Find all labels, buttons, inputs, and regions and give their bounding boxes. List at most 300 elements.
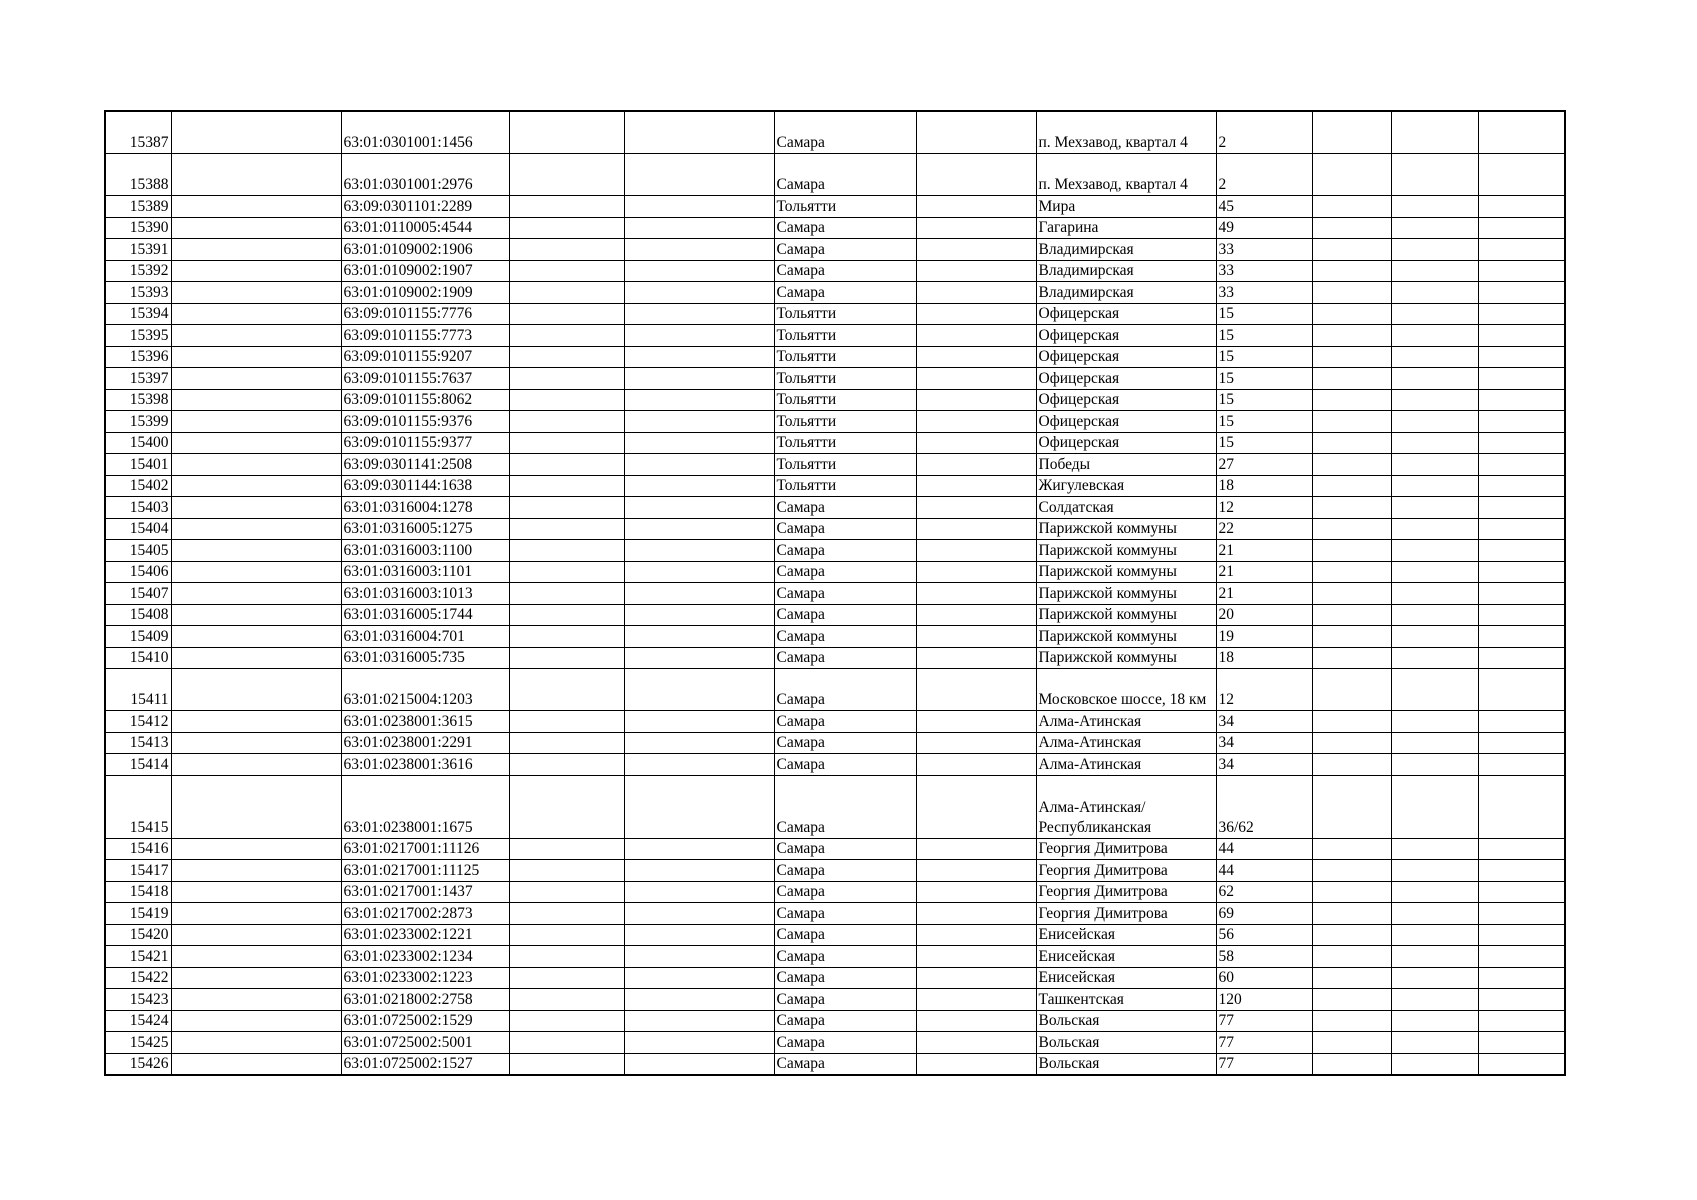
- empty-cell: [1391, 711, 1478, 733]
- empty-cell: [1391, 946, 1478, 968]
- house-number-cell: 45: [1216, 196, 1312, 218]
- cadastral-number-cell: 63:01:0110005:4544: [341, 217, 509, 239]
- empty-cell: [171, 732, 341, 754]
- empty-cell: [1478, 754, 1565, 776]
- empty-cell: [916, 325, 1036, 347]
- house-number-cell: 49: [1216, 217, 1312, 239]
- row-number-cell: 15409: [105, 626, 171, 648]
- empty-cell: [171, 454, 341, 476]
- empty-cell: [916, 239, 1036, 261]
- house-number-cell: 22: [1216, 518, 1312, 540]
- street-cell: Георгия Димитрова: [1036, 881, 1216, 903]
- empty-cell: [1312, 303, 1391, 325]
- house-number-cell: 2: [1216, 154, 1312, 196]
- empty-cell: [171, 775, 341, 838]
- empty-cell: [1478, 454, 1565, 476]
- row-number-cell: 15388: [105, 154, 171, 196]
- empty-cell: [624, 561, 774, 583]
- empty-cell: [1312, 903, 1391, 925]
- empty-cell: [1312, 346, 1391, 368]
- empty-cell: [171, 282, 341, 304]
- table-row: [105, 196, 1565, 218]
- empty-cell: [509, 1032, 624, 1054]
- house-number-cell: 62: [1216, 881, 1312, 903]
- cadastral-number-cell: 63:01:0316004:1278: [341, 497, 509, 519]
- cadastral-number-cell: 63:01:0316003:1013: [341, 583, 509, 605]
- city-cell: Самара: [774, 775, 916, 838]
- cadastral-number-cell: 63:01:0215004:1203: [341, 669, 509, 711]
- empty-cell: [624, 411, 774, 433]
- empty-cell: [1478, 239, 1565, 261]
- row-number-cell: 15402: [105, 475, 171, 497]
- cadastral-number-cell: 63:09:0101155:9207: [341, 346, 509, 368]
- row-number-cell: 15424: [105, 1010, 171, 1032]
- empty-cell: [509, 217, 624, 239]
- empty-cell: [171, 518, 341, 540]
- house-number-cell: 34: [1216, 711, 1312, 733]
- empty-cell: [1312, 540, 1391, 562]
- empty-cell: [1478, 946, 1565, 968]
- empty-cell: [624, 518, 774, 540]
- empty-cell: [171, 389, 341, 411]
- empty-cell: [916, 282, 1036, 304]
- empty-cell: [171, 260, 341, 282]
- street-cell: Офицерская: [1036, 346, 1216, 368]
- table-row: [105, 432, 1565, 454]
- row-number-cell: 15419: [105, 903, 171, 925]
- table-row: [105, 346, 1565, 368]
- row-number-cell: 15397: [105, 368, 171, 390]
- street-cell: Владимирская: [1036, 260, 1216, 282]
- cadastral-number-cell: 63:01:0109002:1909: [341, 282, 509, 304]
- empty-cell: [171, 924, 341, 946]
- table-row: [105, 967, 1565, 989]
- table-row: [105, 1053, 1565, 1075]
- table-row: [105, 540, 1565, 562]
- cadastral-number-cell: 63:01:0233002:1234: [341, 946, 509, 968]
- empty-cell: [1391, 626, 1478, 648]
- street-cell: Владимирская: [1036, 282, 1216, 304]
- empty-cell: [1391, 368, 1478, 390]
- house-number-cell: 27: [1216, 454, 1312, 476]
- empty-cell: [624, 432, 774, 454]
- empty-cell: [1312, 239, 1391, 261]
- empty-cell: [1478, 1032, 1565, 1054]
- house-number-cell: 60: [1216, 967, 1312, 989]
- table-row: [105, 518, 1565, 540]
- table-row: [105, 626, 1565, 648]
- house-number-cell: 12: [1216, 669, 1312, 711]
- empty-cell: [509, 111, 624, 154]
- empty-cell: [1478, 711, 1565, 733]
- empty-cell: [171, 239, 341, 261]
- empty-cell: [1391, 497, 1478, 519]
- empty-cell: [1391, 967, 1478, 989]
- city-cell: Самара: [774, 924, 916, 946]
- empty-cell: [509, 325, 624, 347]
- row-number-cell: 15406: [105, 561, 171, 583]
- empty-cell: [1391, 518, 1478, 540]
- empty-cell: [1312, 881, 1391, 903]
- empty-cell: [916, 903, 1036, 925]
- empty-cell: [1391, 860, 1478, 882]
- empty-cell: [171, 325, 341, 347]
- empty-cell: [1312, 411, 1391, 433]
- street-cell: Офицерская: [1036, 325, 1216, 347]
- empty-cell: [509, 711, 624, 733]
- house-number-cell: 44: [1216, 838, 1312, 860]
- empty-cell: [1478, 282, 1565, 304]
- empty-cell: [509, 583, 624, 605]
- street-cell: Алма-Атинская: [1036, 732, 1216, 754]
- empty-cell: [509, 346, 624, 368]
- cadastral-number-cell: 63:01:0316005:1744: [341, 604, 509, 626]
- empty-cell: [509, 626, 624, 648]
- row-number-cell: 15416: [105, 838, 171, 860]
- row-number-cell: 15404: [105, 518, 171, 540]
- row-number-cell: 15414: [105, 754, 171, 776]
- city-cell: Самара: [774, 881, 916, 903]
- table-row: [105, 282, 1565, 304]
- table-row: [105, 561, 1565, 583]
- row-number-cell: 15399: [105, 411, 171, 433]
- city-cell: Тольятти: [774, 368, 916, 390]
- empty-cell: [916, 881, 1036, 903]
- empty-cell: [1478, 389, 1565, 411]
- empty-cell: [916, 583, 1036, 605]
- street-cell: Солдатская: [1036, 497, 1216, 519]
- street-cell: Гагарина: [1036, 217, 1216, 239]
- cadastral-number-cell: 63:01:0725002:1529: [341, 1010, 509, 1032]
- empty-cell: [1391, 389, 1478, 411]
- cadastral-number-cell: 63:09:0101155:7773: [341, 325, 509, 347]
- table-row: [105, 881, 1565, 903]
- empty-cell: [916, 303, 1036, 325]
- empty-cell: [916, 669, 1036, 711]
- street-cell: Вольская: [1036, 1032, 1216, 1054]
- empty-cell: [1391, 196, 1478, 218]
- empty-cell: [171, 967, 341, 989]
- empty-cell: [624, 903, 774, 925]
- empty-cell: [171, 881, 341, 903]
- empty-cell: [916, 411, 1036, 433]
- street-cell: Алма-Атинская/Республиканская: [1036, 775, 1216, 838]
- cadastral-number-cell: 63:09:0301101:2289: [341, 196, 509, 218]
- empty-cell: [1312, 454, 1391, 476]
- house-number-cell: 34: [1216, 754, 1312, 776]
- house-number-cell: 15: [1216, 303, 1312, 325]
- table-row: [105, 903, 1565, 925]
- empty-cell: [171, 754, 341, 776]
- row-number-cell: 15412: [105, 711, 171, 733]
- empty-cell: [509, 389, 624, 411]
- row-number-cell: 15411: [105, 669, 171, 711]
- empty-cell: [1478, 475, 1565, 497]
- empty-cell: [1478, 196, 1565, 218]
- empty-cell: [1478, 669, 1565, 711]
- house-number-cell: 15: [1216, 346, 1312, 368]
- table-body: [105, 111, 1565, 1075]
- empty-cell: [916, 497, 1036, 519]
- city-cell: Тольятти: [774, 196, 916, 218]
- empty-cell: [171, 303, 341, 325]
- house-number-cell: 15: [1216, 368, 1312, 390]
- empty-cell: [1312, 604, 1391, 626]
- empty-cell: [1391, 346, 1478, 368]
- city-cell: Самара: [774, 282, 916, 304]
- empty-cell: [1391, 838, 1478, 860]
- house-number-cell: 69: [1216, 903, 1312, 925]
- cadastral-number-cell: 63:01:0217002:2873: [341, 903, 509, 925]
- table-row: [105, 732, 1565, 754]
- empty-cell: [1478, 561, 1565, 583]
- empty-cell: [624, 669, 774, 711]
- house-number-cell: 15: [1216, 389, 1312, 411]
- cadastral-number-cell: 63:01:0217001:11126: [341, 838, 509, 860]
- empty-cell: [171, 432, 341, 454]
- row-number-cell: 15421: [105, 946, 171, 968]
- empty-cell: [916, 604, 1036, 626]
- empty-cell: [624, 647, 774, 669]
- empty-cell: [1478, 1053, 1565, 1075]
- empty-cell: [509, 647, 624, 669]
- empty-cell: [1312, 924, 1391, 946]
- empty-cell: [1391, 732, 1478, 754]
- empty-cell: [171, 946, 341, 968]
- empty-cell: [509, 967, 624, 989]
- empty-cell: [509, 475, 624, 497]
- cadastral-number-cell: 63:01:0301001:1456: [341, 111, 509, 154]
- street-cell: Парижской коммуны: [1036, 583, 1216, 605]
- empty-cell: [624, 711, 774, 733]
- street-cell: Парижской коммуны: [1036, 626, 1216, 648]
- empty-cell: [1478, 775, 1565, 838]
- empty-cell: [1312, 111, 1391, 154]
- street-cell: Московское шоссе, 18 км: [1036, 669, 1216, 711]
- row-number-cell: 15405: [105, 540, 171, 562]
- empty-cell: [509, 154, 624, 196]
- empty-cell: [624, 196, 774, 218]
- street-cell: Жигулевская: [1036, 475, 1216, 497]
- city-cell: Самара: [774, 669, 916, 711]
- empty-cell: [171, 475, 341, 497]
- empty-cell: [509, 775, 624, 838]
- empty-cell: [1312, 389, 1391, 411]
- cadastral-number-cell: 63:01:0217001:1437: [341, 881, 509, 903]
- city-cell: Самара: [774, 946, 916, 968]
- empty-cell: [1391, 669, 1478, 711]
- empty-cell: [1478, 732, 1565, 754]
- cadastral-number-cell: 63:09:0101155:7637: [341, 368, 509, 390]
- row-number-cell: 15394: [105, 303, 171, 325]
- empty-cell: [624, 583, 774, 605]
- empty-cell: [1391, 924, 1478, 946]
- house-number-cell: 20: [1216, 604, 1312, 626]
- row-number-cell: 15389: [105, 196, 171, 218]
- city-cell: Самара: [774, 1053, 916, 1075]
- empty-cell: [916, 1032, 1036, 1054]
- empty-cell: [171, 583, 341, 605]
- empty-cell: [509, 669, 624, 711]
- empty-cell: [624, 303, 774, 325]
- empty-cell: [509, 1010, 624, 1032]
- row-number-cell: 15403: [105, 497, 171, 519]
- empty-cell: [171, 497, 341, 519]
- empty-cell: [1391, 540, 1478, 562]
- empty-cell: [1391, 604, 1478, 626]
- empty-cell: [509, 454, 624, 476]
- table-row: [105, 669, 1565, 711]
- cadastral-number-cell: 63:01:0316003:1101: [341, 561, 509, 583]
- table-row: [105, 711, 1565, 733]
- empty-cell: [171, 411, 341, 433]
- house-number-cell: 58: [1216, 946, 1312, 968]
- cadastral-number-cell: 63:01:0238001:1675: [341, 775, 509, 838]
- cadastral-number-cell: 63:01:0238001:3616: [341, 754, 509, 776]
- empty-cell: [171, 1053, 341, 1075]
- cadastral-number-cell: 63:01:0109002:1906: [341, 239, 509, 261]
- street-cell: п. Мехзавод, квартал 4: [1036, 154, 1216, 196]
- row-number-cell: 15413: [105, 732, 171, 754]
- empty-cell: [1478, 626, 1565, 648]
- table-row: [105, 217, 1565, 239]
- empty-cell: [1312, 561, 1391, 583]
- empty-cell: [1478, 432, 1565, 454]
- row-number-cell: 15426: [105, 1053, 171, 1075]
- house-number-cell: 33: [1216, 282, 1312, 304]
- empty-cell: [1312, 196, 1391, 218]
- empty-cell: [1478, 346, 1565, 368]
- empty-cell: [916, 989, 1036, 1011]
- data-table: [104, 110, 1566, 1076]
- empty-cell: [624, 604, 774, 626]
- empty-cell: [509, 196, 624, 218]
- empty-cell: [624, 217, 774, 239]
- empty-cell: [624, 282, 774, 304]
- empty-cell: [1391, 154, 1478, 196]
- empty-cell: [1312, 647, 1391, 669]
- city-cell: Самара: [774, 626, 916, 648]
- street-cell: Вольская: [1036, 1053, 1216, 1075]
- empty-cell: [1312, 497, 1391, 519]
- city-cell: Тольятти: [774, 475, 916, 497]
- city-cell: Самара: [774, 561, 916, 583]
- empty-cell: [1391, 260, 1478, 282]
- empty-cell: [509, 1053, 624, 1075]
- cadastral-number-cell: 63:01:0301001:2976: [341, 154, 509, 196]
- cadastral-number-cell: 63:09:0101155:7776: [341, 303, 509, 325]
- empty-cell: [916, 454, 1036, 476]
- house-number-cell: 33: [1216, 260, 1312, 282]
- empty-cell: [1391, 454, 1478, 476]
- row-number-cell: 15425: [105, 1032, 171, 1054]
- street-cell: Георгия Димитрова: [1036, 838, 1216, 860]
- empty-cell: [171, 604, 341, 626]
- city-cell: Самара: [774, 518, 916, 540]
- cadastral-number-cell: 63:01:0238001:2291: [341, 732, 509, 754]
- empty-cell: [1478, 260, 1565, 282]
- street-cell: Владимирская: [1036, 239, 1216, 261]
- city-cell: Самара: [774, 860, 916, 882]
- empty-cell: [624, 989, 774, 1011]
- row-number-cell: 15418: [105, 881, 171, 903]
- house-number-cell: 18: [1216, 647, 1312, 669]
- empty-cell: [916, 475, 1036, 497]
- empty-cell: [1478, 967, 1565, 989]
- street-cell: Офицерская: [1036, 368, 1216, 390]
- empty-cell: [509, 260, 624, 282]
- house-number-cell: 2: [1216, 111, 1312, 154]
- table-row: [105, 924, 1565, 946]
- table-row: [105, 604, 1565, 626]
- empty-cell: [916, 754, 1036, 776]
- row-number-cell: 15393: [105, 282, 171, 304]
- cadastral-number-cell: 63:09:0301144:1638: [341, 475, 509, 497]
- house-number-cell: 15: [1216, 325, 1312, 347]
- street-cell: Парижской коммуны: [1036, 647, 1216, 669]
- empty-cell: [1391, 411, 1478, 433]
- empty-cell: [1312, 838, 1391, 860]
- city-cell: Тольятти: [774, 432, 916, 454]
- empty-cell: [624, 881, 774, 903]
- row-number-cell: 15423: [105, 989, 171, 1011]
- table-row: [105, 583, 1565, 605]
- city-cell: Тольятти: [774, 454, 916, 476]
- city-cell: Самара: [774, 604, 916, 626]
- row-number-cell: 15401: [105, 454, 171, 476]
- empty-cell: [1478, 924, 1565, 946]
- house-number-cell: 77: [1216, 1010, 1312, 1032]
- empty-cell: [1391, 239, 1478, 261]
- empty-cell: [509, 903, 624, 925]
- city-cell: Самара: [774, 1032, 916, 1054]
- table-row: [105, 838, 1565, 860]
- empty-cell: [1478, 154, 1565, 196]
- empty-cell: [1312, 626, 1391, 648]
- empty-cell: [624, 368, 774, 390]
- table-row: [105, 946, 1565, 968]
- street-cell: Офицерская: [1036, 411, 1216, 433]
- empty-cell: [1312, 946, 1391, 968]
- empty-cell: [509, 732, 624, 754]
- row-number-cell: 15398: [105, 389, 171, 411]
- cadastral-number-cell: 63:09:0301141:2508: [341, 454, 509, 476]
- row-number-cell: 15390: [105, 217, 171, 239]
- empty-cell: [509, 946, 624, 968]
- empty-cell: [1312, 967, 1391, 989]
- house-number-cell: 33: [1216, 239, 1312, 261]
- cadastral-number-cell: 63:09:0101155:9376: [341, 411, 509, 433]
- empty-cell: [624, 1053, 774, 1075]
- empty-cell: [171, 903, 341, 925]
- empty-cell: [1391, 561, 1478, 583]
- empty-cell: [171, 561, 341, 583]
- empty-cell: [509, 497, 624, 519]
- house-number-cell: 36/62: [1216, 775, 1312, 838]
- empty-cell: [1391, 111, 1478, 154]
- table-row: [105, 303, 1565, 325]
- city-cell: Самара: [774, 967, 916, 989]
- empty-cell: [509, 303, 624, 325]
- street-cell: Георгия Димитрова: [1036, 860, 1216, 882]
- empty-cell: [1391, 881, 1478, 903]
- empty-cell: [624, 111, 774, 154]
- empty-cell: [1478, 217, 1565, 239]
- row-number-cell: 15400: [105, 432, 171, 454]
- empty-cell: [1391, 282, 1478, 304]
- empty-cell: [509, 432, 624, 454]
- empty-cell: [624, 239, 774, 261]
